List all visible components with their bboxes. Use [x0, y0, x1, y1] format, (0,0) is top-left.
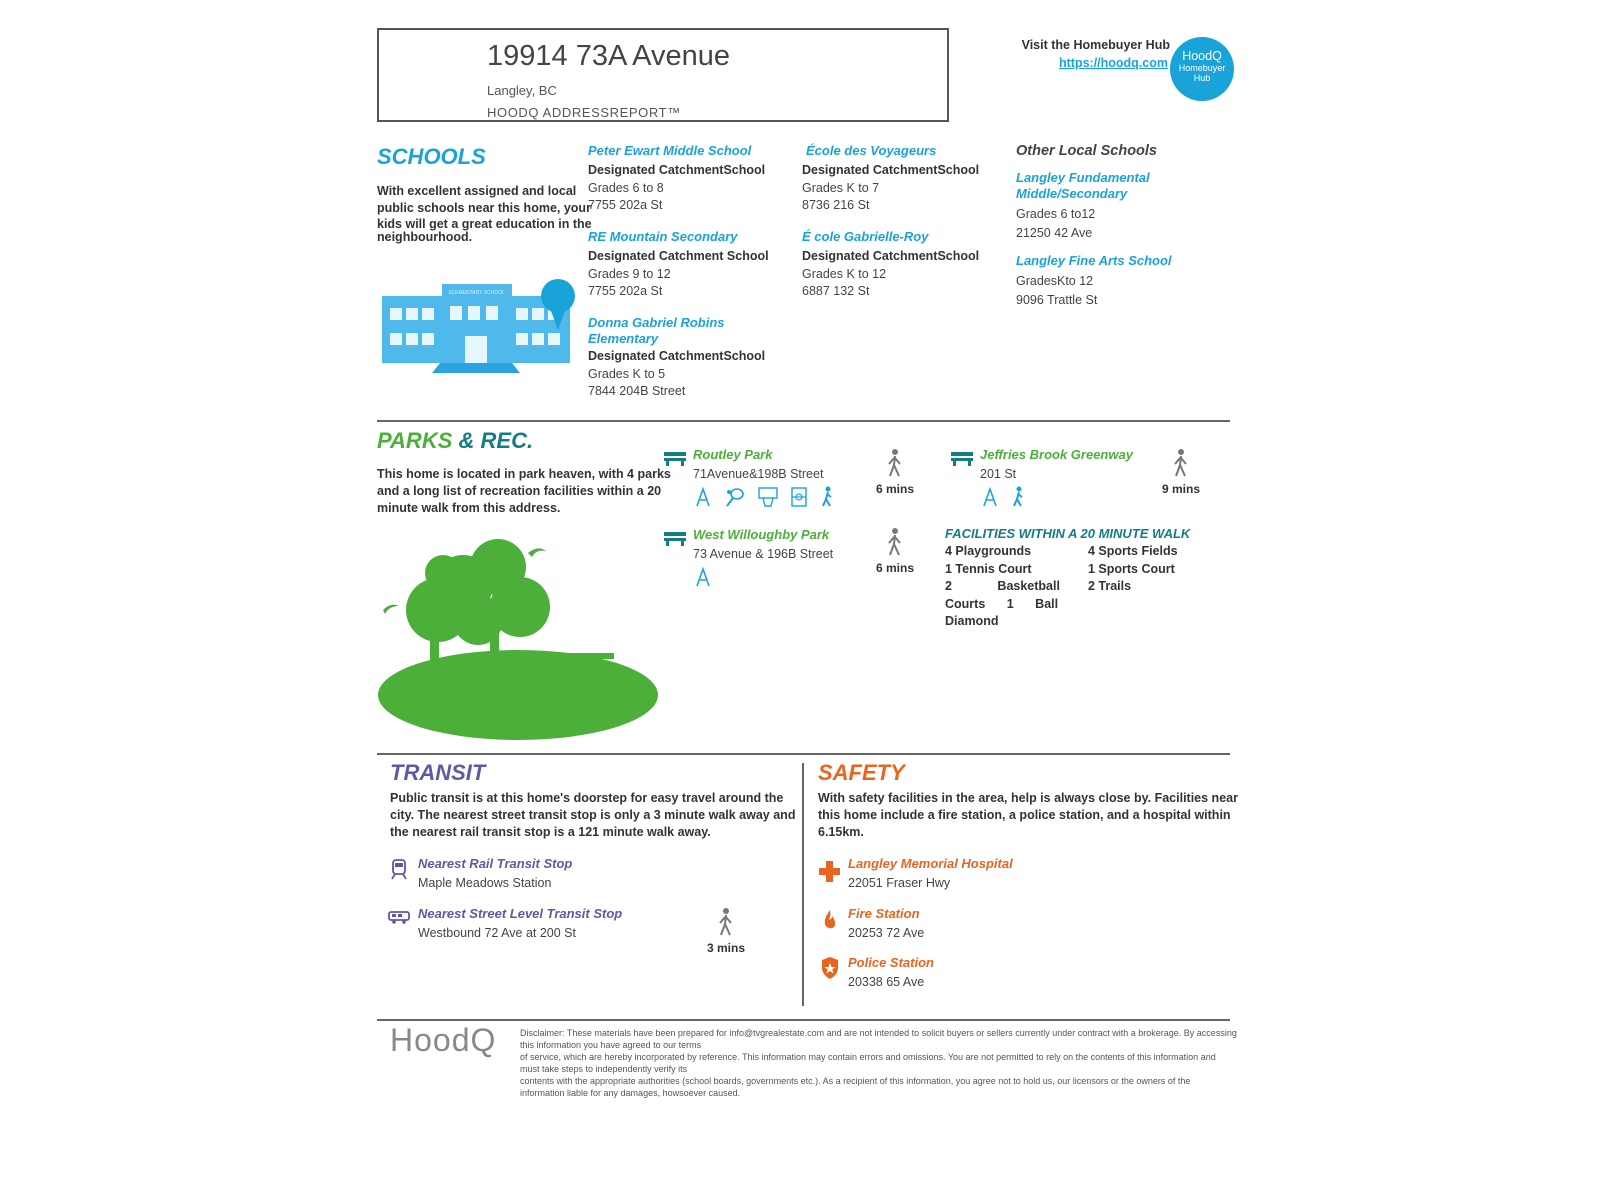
- playground-icon: [693, 566, 713, 588]
- address-title: 19914 73A Avenue: [487, 40, 730, 72]
- facilities-title: FACILITIES WITHIN A 20 MINUTE WALK: [945, 526, 1191, 541]
- facility-item: 2 Trails: [1088, 579, 1132, 593]
- train-icon: [390, 858, 408, 880]
- other-schools-title: Other Local Schools: [1016, 143, 1157, 159]
- school-grades: Grades K to 5: [588, 366, 666, 381]
- school-name: Middle/Secondary: [1016, 186, 1128, 201]
- schools-desc-line: kids will get a great education in the: [377, 217, 592, 231]
- hoodq-logo: HoodQ: [390, 1022, 497, 1058]
- school-name: Langley Fine Arts School: [1016, 253, 1172, 268]
- fire-station-label: Fire Station: [848, 906, 920, 921]
- school-grades: GradesKto 12: [1016, 274, 1094, 288]
- school-card[interactable]: [802, 229, 1002, 301]
- park-name: West Willoughby Park: [693, 527, 830, 542]
- school-address: 21250 42 Ave: [1016, 226, 1093, 240]
- school-grades: Grades 6 to12: [1016, 207, 1096, 221]
- schools-desc-line: neighbourhood.: [377, 230, 473, 244]
- park-item[interactable]: [980, 447, 1170, 513]
- hospital-value: 22051 Fraser Hwy: [848, 876, 951, 890]
- hospital-item[interactable]: [848, 856, 1148, 893]
- bench-icon: [664, 450, 686, 466]
- hospital-label: Langley Memorial Hospital: [848, 856, 1013, 871]
- playground-icon: [693, 486, 713, 508]
- transit-title: TRANSIT: [390, 760, 486, 785]
- divider: [377, 420, 1230, 422]
- rail-stop-label: Nearest Rail Transit Stop: [418, 856, 573, 871]
- parks-desc-line: and a long list of recreation facilities within a 20: [377, 484, 662, 498]
- schools-title: SCHOOLS: [377, 144, 486, 169]
- schools-desc-line: public schools near this home, your: [377, 201, 591, 215]
- safety-description: [818, 790, 1248, 841]
- hub-link[interactable]: https://hoodq.com: [1058, 56, 1168, 70]
- transit-desc-line: Public transit is at this home's doorstep for easy travel around the: [390, 791, 784, 805]
- school-grades: Grades K to 12: [802, 266, 887, 281]
- disclaimer-line: information liable for any damages, howsoever caused.: [520, 1088, 741, 1098]
- safety-desc-line: With safety facilities in the area, help is always close by. Facilities near: [818, 791, 1238, 805]
- park-trees-icon: [378, 535, 668, 747]
- police-station-label: Police Station: [848, 955, 934, 970]
- divider: [377, 1019, 1230, 1021]
- rail-stop-value: Maple Meadows Station: [418, 876, 552, 890]
- parks-title-b: & REC.: [458, 428, 534, 453]
- park-address: 201 St: [980, 467, 1017, 481]
- walking-person-icon: [886, 528, 904, 556]
- facilities-left: [945, 543, 1060, 631]
- report-label: HOODQ ADDRESSREPORT™: [487, 105, 681, 120]
- school-building-icon: [380, 278, 585, 378]
- school-grades: Grades 9 to 12: [588, 266, 671, 281]
- transit-desc-line: the nearest rail transit stop is a 121 minute walk away.: [390, 825, 711, 839]
- street-stop-value: Westbound 72 Ave at 200 St: [418, 926, 576, 940]
- walk-time: 3 mins: [706, 941, 745, 955]
- school-address: 9096 Trattle St: [1016, 293, 1098, 307]
- disclaimer-line: must take steps to independently verify its: [520, 1064, 688, 1074]
- park-item[interactable]: [693, 527, 863, 593]
- walking-person-icon: [717, 908, 735, 936]
- walking-person-icon: [1172, 449, 1190, 477]
- trail-walker-icon: [1010, 486, 1026, 508]
- hub-visit-text: Visit the Homebuyer Hub: [1021, 38, 1170, 52]
- disclaimer: [520, 1027, 1260, 1099]
- school-type: Designated Catchment School: [588, 249, 769, 263]
- hub-badge[interactable]: [1170, 37, 1234, 101]
- school-type: Designated CatchmentSchool: [802, 163, 980, 177]
- hub-badge-line-1: HoodQ: [1182, 49, 1222, 63]
- park-address: 71Avenue&198B Street: [693, 467, 824, 481]
- disclaimer-line: Disclaimer: These materials have been prepared for info@tvgrealestate.com and are not intended to solicit buyers or sellers currently under contract with a brokerage. By accessing: [520, 1028, 1237, 1038]
- parks-description: [377, 466, 687, 517]
- park-address: 73 Avenue & 196B Street: [693, 547, 834, 561]
- school-name: Elementary: [588, 331, 659, 346]
- park-name: Jeffries Brook Greenway: [980, 447, 1133, 462]
- park-amenities: [693, 486, 863, 513]
- divider: [377, 753, 1230, 755]
- parks-title: [377, 428, 533, 454]
- trail-walker-icon: [819, 486, 835, 508]
- school-grades: Grades 6 to 8: [588, 180, 664, 195]
- disclaimer-line: this information you have agreed to our terms: [520, 1040, 702, 1050]
- school-name: Donna Gabriel Robins: [588, 315, 725, 330]
- school-type: Designated CatchmentSchool: [802, 249, 980, 263]
- facility-item: 4 Playgrounds: [945, 544, 1032, 558]
- school-address: 7844 204B Street: [588, 384, 686, 398]
- hub-badge-line-3: Hub: [1193, 73, 1211, 83]
- school-address: 7755 202a St: [588, 284, 663, 298]
- facilities-right: [1088, 543, 1218, 596]
- school-card[interactable]: [588, 229, 788, 301]
- school-card[interactable]: [1016, 253, 1226, 310]
- school-card[interactable]: [588, 315, 788, 401]
- transit-description: [390, 790, 810, 841]
- playground-icon: [980, 486, 1000, 508]
- parks-title-a: PARKS: [377, 428, 453, 453]
- facility-item: Courts 1 Ball: [945, 596, 1059, 611]
- facility-item: 2 Basketball: [945, 579, 1060, 593]
- police-badge-icon: [820, 956, 840, 980]
- hospital-cross-icon: [818, 860, 840, 882]
- facility-item: Diamond: [945, 614, 999, 628]
- school-name: École des Voyageurs: [806, 143, 937, 158]
- fire-station-item[interactable]: [848, 906, 1148, 943]
- school-name: É cole Gabrielle-Roy: [802, 229, 929, 244]
- park-item[interactable]: [693, 447, 863, 513]
- safety-desc-line: 6.15km.: [818, 825, 864, 839]
- police-station-item[interactable]: [848, 955, 1148, 992]
- disclaimer-line: of service, which are hereby incorporated by reference. This information may contain errors and omissions. You are not permitted to rely on the contents of this information and: [520, 1052, 1216, 1062]
- parks-desc-line: minute walk from this address.: [377, 501, 561, 515]
- schools-desc-line: With excellent assigned and local: [377, 184, 577, 198]
- school-name: Langley Fundamental: [1016, 170, 1150, 185]
- walk-time: 9 mins: [1161, 482, 1200, 496]
- tennis-icon: [724, 486, 746, 508]
- school-address: 7755 202a St: [588, 198, 663, 212]
- street-stop[interactable]: [418, 906, 718, 943]
- school-card[interactable]: [588, 143, 788, 215]
- bus-icon: [388, 910, 410, 924]
- police-station-value: 20338 65 Ave: [848, 975, 925, 989]
- walk-time: 6 mins: [875, 561, 914, 575]
- school-name: RE Mountain Secondary: [588, 229, 738, 244]
- park-amenities: [693, 566, 863, 593]
- park-name: Routley Park: [693, 447, 773, 462]
- safety-desc-line: this home include a fire station, a police station, and a hospital within: [818, 808, 1231, 822]
- school-card[interactable]: [1016, 170, 1216, 243]
- bench-icon: [951, 450, 973, 466]
- basketball-icon: [757, 486, 779, 508]
- park-amenities: [980, 486, 1170, 513]
- school-card[interactable]: [802, 143, 1002, 215]
- rail-stop[interactable]: [418, 856, 718, 893]
- school-type: Designated CatchmentSchool: [588, 163, 766, 177]
- walk-time: 6 mins: [875, 482, 914, 496]
- disclaimer-line: contents with the appropriate authorities (school boards, governments etc.). As a recipient of this information, you agree not to hold us, our licensors or the owners of the: [520, 1076, 1191, 1086]
- school-address: 6887 132 St: [802, 284, 870, 298]
- school-grades: Grades K to 7: [802, 180, 880, 195]
- street-stop-label: Nearest Street Level Transit Stop: [418, 906, 623, 921]
- schools-description: [377, 183, 607, 243]
- school-type: Designated CatchmentSchool: [588, 349, 766, 363]
- facility-item: 1 Sports Court: [1088, 561, 1175, 576]
- safety-title: SAFETY: [818, 760, 905, 785]
- transit-desc-line: city. The nearest street transit stop is only a 3 minute walk away and: [390, 808, 796, 822]
- school-sign-text: ELEMENTARY SCHOOL: [449, 290, 505, 296]
- fire-icon: [822, 908, 838, 932]
- school-address: 8736 216 St: [802, 198, 870, 212]
- facility-item: 1 Tennis Court: [945, 561, 1032, 576]
- address-city: Langley, BC: [487, 83, 557, 98]
- school-name: Peter Ewart Middle School: [588, 143, 752, 158]
- bench-icon: [664, 530, 686, 546]
- sports-field-icon: [790, 486, 808, 508]
- facility-item: 4 Sports Fields: [1088, 544, 1178, 558]
- fire-station-value: 20253 72 Ave: [848, 926, 925, 940]
- walking-person-icon: [886, 449, 904, 477]
- hub-badge-line-2: Homebuyer: [1178, 63, 1226, 73]
- parks-desc-line: This home is located in park heaven, with 4 parks: [377, 467, 671, 481]
